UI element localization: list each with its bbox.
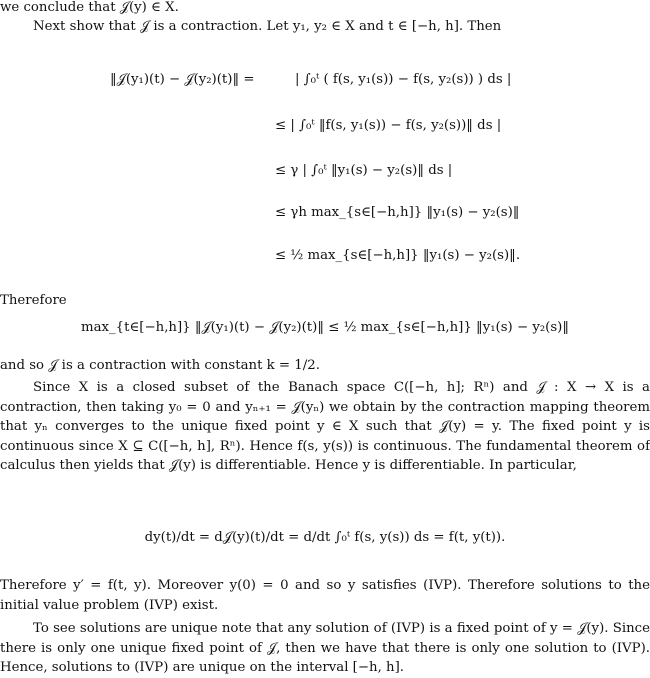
- equation-row-3: ≤ γ | ∫₀ᵗ ‖y₁(s) − y₂(s)‖ ds |: [275, 163, 453, 178]
- paragraph-fixed-point: [0, 378, 650, 476]
- equation-row-1: | ∫₀ᵗ ( f(s, y₁(s)) − f(s, y₂(s)) ) ds |: [295, 72, 512, 87]
- paragraph-text: Therefore y′ = f(t, y). Moreover y(0) = 0 and so y satisfies (IVP). Therefore solutions to the initial value problem (IVP) exist.: [0, 578, 650, 613]
- equation-row-5: ≤ ½ max_{s∈[−h,h]} ‖y₁(s) − y₂(s)‖.: [275, 248, 521, 263]
- paragraph-text: To see solutions are unique note that any solution of (IVP) is a fixed point of y = 𝒥(y). Since there is only one unique fixed point of 𝒥, then we have that there is only one solution to (IVP). Hence, solutions to (IVP) are unique on the interval [−h, h].: [0, 621, 650, 675]
- paragraph-existence: [0, 576, 650, 615]
- text-therefore: Therefore: [0, 293, 67, 308]
- text-line-conclude: we conclude that 𝒥(y) ∈ X.: [0, 0, 179, 15]
- equation-row-4: ≤ γh max_{s∈[−h,h]} ‖y₁(s) − y₂(s)‖: [275, 205, 520, 220]
- paragraph-uniqueness: [0, 619, 650, 678]
- equation-lhs: ‖𝒥(y₁)(t) − 𝒥(y₂)(t)‖ =: [110, 72, 255, 87]
- equation-row-2: ≤ | ∫₀ᵗ ‖f(s, y₁(s)) − f(s, y₂(s))‖ ds |: [275, 118, 502, 133]
- paragraph-text: and so 𝒥 is a contraction with constant k = 1/2.: [0, 358, 320, 373]
- paragraph-contraction-constant: [0, 356, 650, 376]
- display-equation-derivative: dy(t)/dt = d𝒥(y)(t)/dt = d/dt ∫₀ᵗ f(s, y(s)) ds = f(t, y(t)).: [144, 530, 506, 545]
- display-equation-max: max_{t∈[−h,h]} ‖𝒥(y₁)(t) − 𝒥(y₂)(t)‖ ≤ ½ max_{s∈[−h,h]} ‖y₁(s) − y₂(s)‖: [80, 320, 570, 335]
- paragraph-text: Since X is a closed subset of the Banach space C([−h, h]; Rⁿ) and 𝒥 : X → X is a contraction, then taking y₀ = 0 and yₙ₊₁ = 𝒥(yₙ) we obtain by the contraction mapping theorem that yₙ converges to the unique fixed point y ∈ X such that 𝒥(y) = y. The fixed point y is continuous since X ⊆ C([−h, h], Rⁿ). Hence f(s, y(s)) is continuous. The fundamental theorem of calculus then yields that 𝒥(y) is differentiable. Hence y is differentiable. In particular,: [0, 380, 650, 473]
- text-line-contraction-intro: Next show that 𝒥 is a contraction. Let y₁, y₂ ∈ X and t ∈ [−h, h]. Then: [33, 19, 502, 34]
